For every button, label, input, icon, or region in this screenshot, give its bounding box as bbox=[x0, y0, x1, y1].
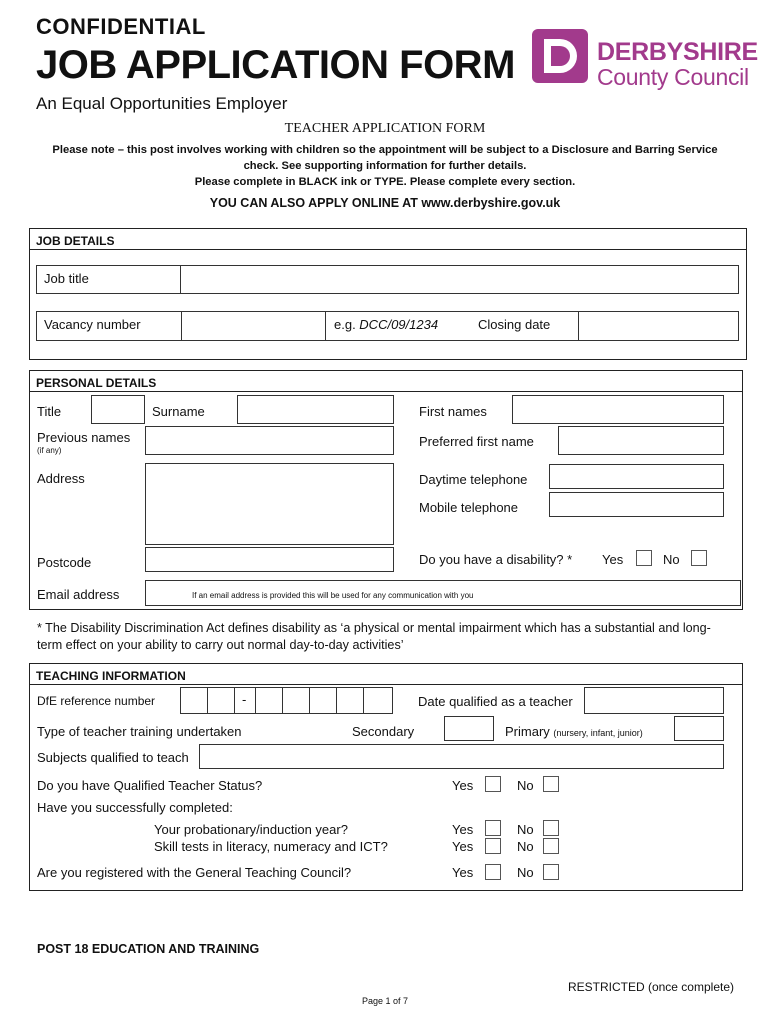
logo-county-council: County Council bbox=[597, 64, 749, 90]
address-field[interactable] bbox=[145, 463, 394, 545]
first-names-label: First names bbox=[419, 404, 487, 419]
email-label: Email address bbox=[37, 587, 120, 602]
dfe-digit-2[interactable] bbox=[207, 687, 235, 714]
completed-question: Have you successfully completed: bbox=[37, 800, 233, 815]
probation-yes-label: Yes bbox=[452, 822, 474, 837]
preferred-name-label: Preferred first name bbox=[419, 434, 534, 449]
disability-footnote bbox=[37, 620, 711, 654]
gtc-yes-label: Yes bbox=[452, 865, 474, 880]
closing-date-label: Closing date bbox=[478, 317, 551, 332]
confidential-label: CONFIDENTIAL bbox=[36, 14, 206, 39]
disability-yes-label: Yes bbox=[602, 552, 624, 567]
training-type-label: Type of teacher training undertaken bbox=[37, 724, 242, 739]
apply-online-note: YOU CAN ALSO APPLY ONLINE AT www.derbyshire.gov.uk bbox=[209, 196, 561, 210]
secondary-label: Secondary bbox=[352, 724, 415, 739]
subjects-label: Subjects qualified to teach bbox=[37, 750, 189, 765]
skills-yes-checkbox[interactable] bbox=[485, 838, 501, 854]
title-field[interactable] bbox=[91, 395, 145, 424]
preferred-name-field[interactable] bbox=[558, 426, 724, 455]
surname-field[interactable] bbox=[237, 395, 394, 424]
disability-no-label: No bbox=[663, 552, 680, 567]
council-logo-icon bbox=[530, 27, 590, 85]
primary-text: Primary bbox=[505, 724, 550, 739]
footnote-line-2: term effect on your ability to carry out normal day-to-day activities’ bbox=[37, 638, 404, 652]
form-type-heading: TEACHER APPLICATION FORM bbox=[284, 121, 486, 136]
note-line-1: Please note – this post involves working with children so the appointment will be subject to a Disclosure and Barring Service bbox=[52, 144, 718, 156]
gtc-no-checkbox[interactable] bbox=[543, 864, 559, 880]
equal-opportunities-subtitle: An Equal Opportunities Employer bbox=[36, 94, 288, 113]
dfe-digit-3[interactable] bbox=[255, 687, 283, 714]
address-label: Address bbox=[37, 471, 85, 486]
title-label: Title bbox=[37, 404, 62, 419]
disability-question: Do you have a disability? * bbox=[419, 552, 573, 567]
qts-yes-checkbox[interactable] bbox=[485, 776, 501, 792]
logo-derbyshire: DERBYSHIRE bbox=[597, 38, 758, 66]
subjects-field[interactable] bbox=[199, 744, 724, 769]
page-number: Page 1 of 7 bbox=[361, 996, 409, 1006]
gtc-yes-checkbox[interactable] bbox=[485, 864, 501, 880]
skills-yes-label: Yes bbox=[452, 839, 474, 854]
disability-yes-checkbox[interactable] bbox=[636, 550, 652, 566]
skills-question: Skill tests in literacy, numeracy and ICT? bbox=[154, 839, 388, 854]
secondary-field[interactable] bbox=[444, 716, 494, 741]
section-divider bbox=[30, 249, 746, 250]
qts-no-label: No bbox=[517, 778, 534, 793]
surname-label: Surname bbox=[152, 404, 205, 419]
qts-no-checkbox[interactable] bbox=[543, 776, 559, 792]
primary-field[interactable] bbox=[674, 716, 724, 741]
probation-question: Your probationary/induction year? bbox=[154, 822, 348, 837]
primary-label bbox=[505, 724, 643, 739]
daytime-telephone-label: Daytime telephone bbox=[419, 472, 528, 487]
postcode-label: Postcode bbox=[37, 555, 92, 570]
job-details-heading: JOB DETAILS bbox=[36, 234, 115, 248]
personal-details-heading: PERSONAL DETAILS bbox=[36, 376, 157, 390]
teaching-information-heading: TEACHING INFORMATION bbox=[36, 669, 186, 683]
gtc-no-label: No bbox=[517, 865, 534, 880]
post18-heading: POST 18 EDUCATION AND TRAINING bbox=[37, 942, 260, 956]
section-divider bbox=[30, 391, 742, 392]
vacancy-example bbox=[334, 317, 438, 332]
probation-yes-checkbox[interactable] bbox=[485, 820, 501, 836]
primary-hint: (nursery, infant, junior) bbox=[553, 728, 643, 738]
dfe-digit-4[interactable] bbox=[282, 687, 310, 714]
qts-question: Do you have Qualified Teacher Status? bbox=[37, 778, 263, 793]
previous-names-field[interactable] bbox=[145, 426, 394, 455]
dfe-digit-7[interactable] bbox=[363, 687, 393, 714]
dfe-dash: - bbox=[242, 692, 247, 707]
dfe-reference-label: DfE reference number bbox=[37, 694, 156, 708]
job-title-field[interactable] bbox=[180, 265, 739, 294]
vacancy-example-prefix: e.g. bbox=[334, 317, 360, 332]
vacancy-number-field[interactable] bbox=[181, 311, 326, 341]
previous-names-label: Previous names bbox=[37, 430, 131, 445]
skills-no-label: No bbox=[517, 839, 534, 854]
disability-no-checkbox[interactable] bbox=[691, 550, 707, 566]
dfe-digit-6[interactable] bbox=[336, 687, 364, 714]
form-title: JOB APPLICATION FORM bbox=[36, 43, 515, 87]
vacancy-example-value: DCC/09/1234 bbox=[359, 317, 439, 332]
vacancy-number-label: Vacancy number bbox=[44, 317, 141, 332]
job-title-label: Job title bbox=[44, 271, 89, 286]
section-divider bbox=[30, 684, 742, 685]
note-line-2: check. See supporting information for further details. bbox=[243, 160, 527, 172]
daytime-telephone-field[interactable] bbox=[549, 464, 724, 489]
note-line-3: Please complete in BLACK ink or TYPE. Please complete every section. bbox=[194, 176, 576, 188]
previous-names-hint: (if any) bbox=[37, 446, 62, 455]
skills-no-checkbox[interactable] bbox=[543, 838, 559, 854]
gtc-question: Are you registered with the General Teaching Council? bbox=[37, 865, 352, 880]
restricted-label: RESTRICTED (once complete) bbox=[567, 980, 734, 994]
first-names-field[interactable] bbox=[512, 395, 724, 424]
closing-date-field[interactable] bbox=[578, 311, 739, 341]
probation-no-label: No bbox=[517, 822, 534, 837]
intro-note bbox=[30, 142, 740, 190]
qts-yes-label: Yes bbox=[452, 778, 474, 793]
postcode-field[interactable] bbox=[145, 547, 394, 572]
mobile-telephone-field[interactable] bbox=[549, 492, 724, 517]
dfe-digit-5[interactable] bbox=[309, 687, 337, 714]
footnote-line-1: * The Disability Discrimination Act defines disability as ‘a physical or mental impairment which has a substantial and long- bbox=[37, 621, 711, 635]
probation-no-checkbox[interactable] bbox=[543, 820, 559, 836]
dfe-digit-1[interactable] bbox=[180, 687, 208, 714]
mobile-telephone-label: Mobile telephone bbox=[419, 500, 519, 515]
email-hint: If an email address is provided this will be used for any communication with you bbox=[192, 591, 474, 600]
date-qualified-label: Date qualified as a teacher bbox=[418, 694, 573, 709]
date-qualified-field[interactable] bbox=[584, 687, 724, 714]
